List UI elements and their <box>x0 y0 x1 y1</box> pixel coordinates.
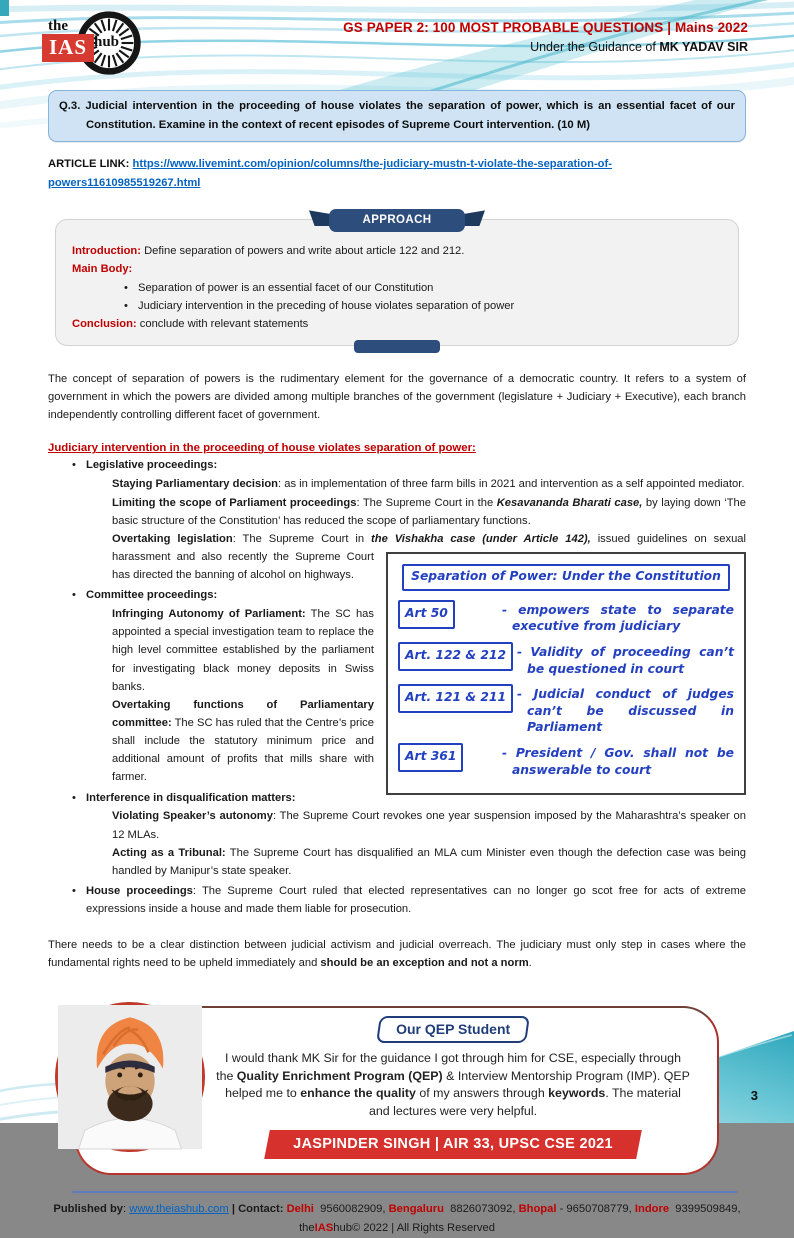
note-article-text: - President / Gov. shall not be answerable to court <box>502 745 734 777</box>
page-header <box>0 0 794 90</box>
bullet-legislative <box>48 457 746 475</box>
logo-ias-label: IAS <box>42 34 94 62</box>
bullet-house-proceedings: • House proceedings: The Supreme Court ruled that elected representatives can no longer go scot free for acts of extreme expressions inside a house and made them liable for prosecution. <box>48 883 746 919</box>
note-article-label: Art 50 <box>398 600 455 629</box>
qep-student-badge <box>376 1016 530 1043</box>
note-row <box>398 684 734 736</box>
logo-hub-label: hub <box>94 34 120 50</box>
sub-paragraph-continued: also recently the Supreme Court has directed the banning of alcohol on highways. <box>112 550 374 582</box>
note-title: Separation of Power: Under the Constitution <box>402 564 730 591</box>
page-title: GS PAPER 2: 100 MOST PROBABLE QUESTIONS | Mains 2022 <box>343 20 748 35</box>
student-photo <box>55 1002 205 1152</box>
footer <box>0 1200 794 1238</box>
article-link-row <box>48 155 746 193</box>
bullet-label: Legislative proceedings: <box>86 459 218 472</box>
note-article-label: Art. 122 & 212 <box>398 642 513 671</box>
student-name-banner-label: JASPINDER SINGH | AIR 33, UPSC CSE 2021 <box>293 1135 614 1152</box>
page-number: 3 <box>750 1088 758 1103</box>
intro-paragraph: The concept of separation of powers is the rudimentary element for the governance of a democratic country. It refers to a system of government in which the powers are divided among multiple branches of the government (legislature + Judiciary + Executive), each branch independently controlling different facet of government. <box>48 373 746 422</box>
approach-box <box>55 219 739 346</box>
testimonial-quote: I would thank MK Sir for the guidance I got through him for CSE, especially through the Quality Enrichment Program (QEP) & Interview Mentorship Program (IMP). QEP helped me to enhance the quality of my answers through keywords. The material and lectures were very helpful. <box>216 1051 690 1118</box>
approach-section <box>48 209 746 353</box>
section-heading: Judiciary intervention in the proceeding of house violates separation of power: <box>48 442 476 455</box>
note-row <box>398 642 734 677</box>
bullet-label: Committee proceedings: <box>86 589 218 602</box>
question-text: Q.3. Judicial intervention in the proceeding of house violates the separation of power, which is an essential facet of our Constitution. Examine in the context of recent episodes of Supreme Court intervention. (10 M) <box>59 100 735 131</box>
note-row <box>398 743 734 778</box>
approach-bottom-ribbon <box>354 340 440 353</box>
sub-paragraph: Overtaking functions of Parliamentary committee: The SC has ruled that the Centre’s price shall include the statutory minimum price and additional amount of profits that mills share with farmer. <box>112 698 375 784</box>
sub-paragraph: Violating Speaker’s autonomy: The Supreme Court revokes one year suspension imposed by the Maharashtra’s speaker on 12 MLAs. <box>112 810 746 841</box>
conclusion-paragraph: There needs to be a clear distinction between judicial activism and judicial overreach. The judiciary must only step in cases where the fundamental rights need to be upheld immediately and should be an exception and not a norm. <box>48 938 746 969</box>
sub-paragraph-start: Overtaking legislation: The Supreme Court in the Vishakha case (under Article 142), issued guidelines on sexual harassment and <box>112 532 746 563</box>
approach-ribbon-label: APPROACH <box>329 209 465 232</box>
sub-paragraph: Acting as a Tribunal: The Supreme Court has disqualified an MLA cum Minister even though the defection case was being handled by Manipur’s state speaker. <box>112 846 746 877</box>
approach-ribbon <box>329 209 465 232</box>
testimonial-card <box>75 1006 719 1174</box>
question-box <box>48 90 746 142</box>
student-name-banner <box>264 1130 641 1159</box>
footer-copyright-line: theIAShub© 2022 | All Rights Reserved <box>299 1221 495 1234</box>
note-article-text: - Judicial conduct of judges can’t be discussed in Parliament <box>517 687 734 735</box>
footer-divider <box>72 1191 737 1193</box>
approach-main-body-label: Main Body: <box>72 263 133 276</box>
article-link-label: ARTICLE LINK: <box>48 158 133 171</box>
approach-introduction: Introduction: Define separation of powers and write about article 122 and 212. <box>72 245 465 258</box>
sub-paragraph: Staying Parliamentary decision: as in implementation of three farm bills in 2021 and intervention as a self appointed mediator. <box>112 478 745 491</box>
approach-conclusion: Conclusion: conclude with relevant statements <box>72 317 309 330</box>
qep-student-badge-label: Our QEP Student <box>396 1021 511 1038</box>
bullet-committee <box>48 587 746 605</box>
approach-bullet: • Separation of power is an essential facet of our Constitution <box>72 279 724 297</box>
bullet-label: Interference in disqualification matters: <box>86 791 296 804</box>
note-article-label: Art. 121 & 211 <box>398 684 513 713</box>
note-article-text: - empowers state to separate executive from judiciary <box>502 602 734 634</box>
footer-publisher-line: Published by: www.theiashub.com | Contact: Delhi 9560082909, Bengaluru 8826073092, Bhopal - 9650708779, Indore 9399509849, <box>53 1202 741 1215</box>
article-link[interactable]: https://www.livemint.com/opinion/columns/the-judiciary-mustn-t-violate-the-separation-of-powers11610985519267.html <box>48 158 612 190</box>
note-article-text: - Validity of proceeding can’t be questioned in court <box>517 645 734 676</box>
sub-paragraph: Infringing Autonomy of Parliament: The SC has appointed a special investigation team to replace the high level committee established by the parliament for investigating black money deposits in Swiss banks. <box>112 608 375 693</box>
subtitle-prefix: Under the Guidance of <box>530 40 660 54</box>
page-subtitle <box>343 40 748 54</box>
sub-paragraph: Limiting the scope of Parliament proceedings: The Supreme Court in the Kesavananda Bharati case, by laying down ‘The basic structure of the Constitution’ has reduced the scope of parliamentary functions. <box>112 496 746 527</box>
bullet-list <box>48 457 746 918</box>
note-article-label: Art 361 <box>398 743 463 772</box>
bullet-disqualification <box>48 790 746 808</box>
theiashub-logo <box>36 10 146 82</box>
mentor-name: MK YADAV SIR <box>659 40 748 54</box>
approach-bullet: • Judiciary intervention in the preceding of house violates separation of power <box>72 297 724 315</box>
logo-the-label: the <box>48 18 68 34</box>
